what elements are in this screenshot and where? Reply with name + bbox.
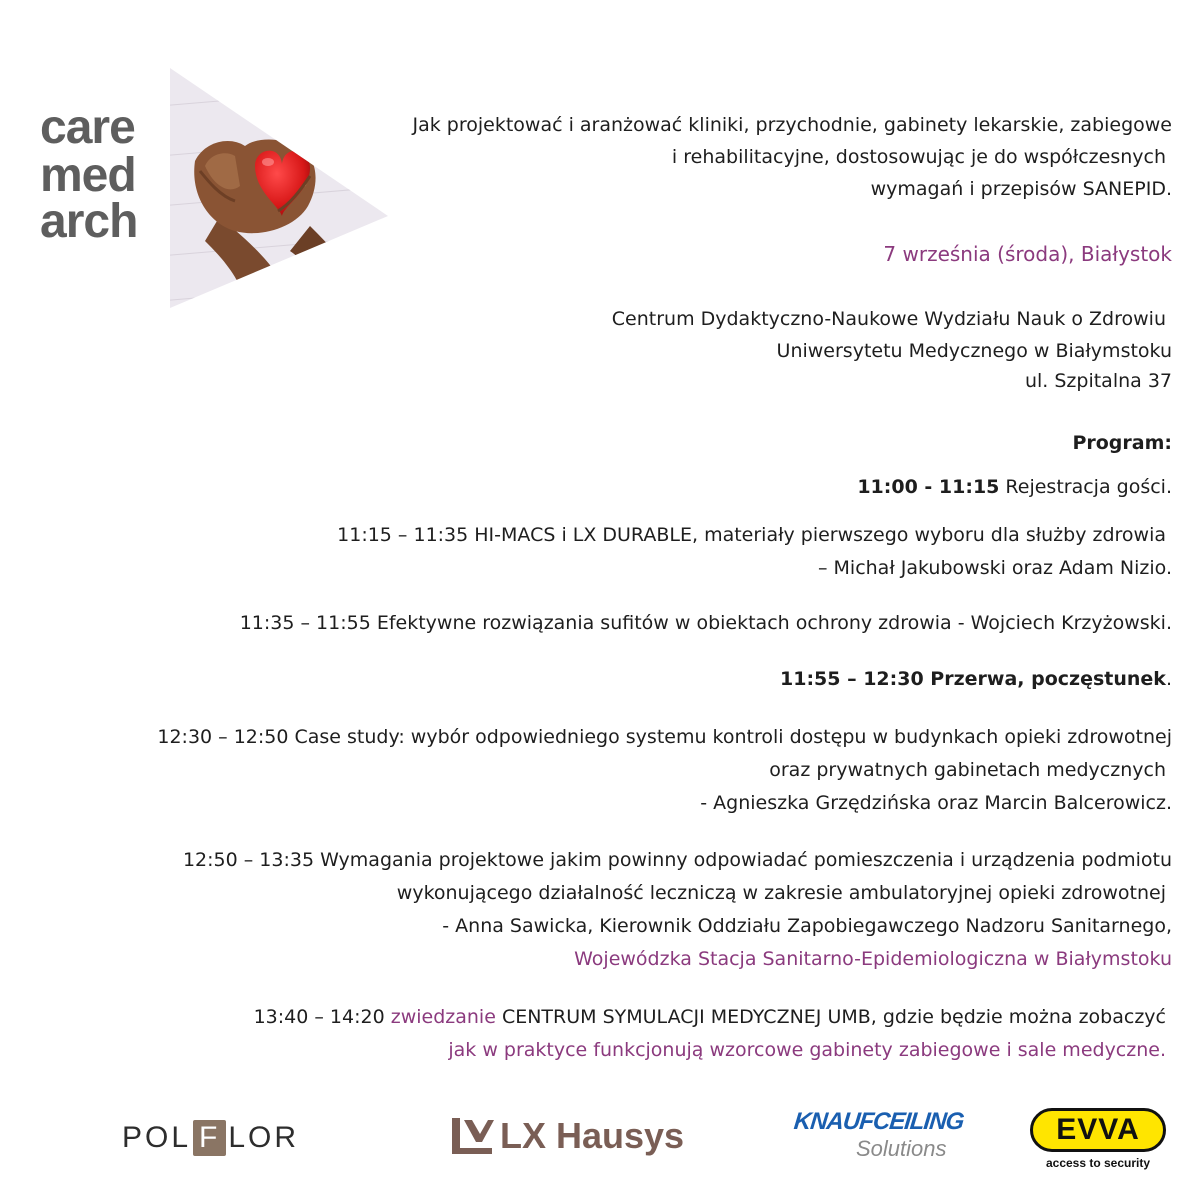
sponsor-polflor-logo xyxy=(122,1118,299,1158)
tour-rest: CENTRUM SYMULACJI MEDYCZNEJ UMB, gdzie będzie można zobaczyć xyxy=(495,1006,1166,1028)
venue-line-2: Uniwersytetu Medycznego w Białymstoku xyxy=(776,340,1172,362)
program-item-requirements-line-2: wykonującego działalność leczniczą w zakresie ambulatoryjnej opieki zdrowotnej xyxy=(396,882,1166,904)
lx-hausys-text: LX Hausys xyxy=(500,1115,685,1156)
event-date: 7 września (środa), Białystok xyxy=(883,242,1172,266)
program-heading: Program: xyxy=(1072,432,1172,454)
brand-line-care: care xyxy=(40,101,135,154)
evva-badge xyxy=(1030,1108,1166,1152)
title-line-2: i rehabilitacyjne, dostosowując je do współczesnych xyxy=(671,146,1166,168)
polflor-post: LOR xyxy=(228,1121,300,1154)
evva-tagline: access to security xyxy=(1045,1156,1151,1170)
lx-hausys-icon xyxy=(450,1116,494,1156)
title-line-3: wymagań i przepisów SANEPID. xyxy=(870,178,1172,200)
program-item-access-line-3: - Agnieszka Grzędzińska oraz Marcin Balcerowicz. xyxy=(700,792,1172,814)
program-item-himacs-line-1: 11:15 – 11:35 HI-MACS i LX DURABLE, materiały pierwszego wyboru dla służby zdrowia xyxy=(337,524,1166,546)
program-item-requirements-line-3: - Anna Sawicka, Kierownik Oddziału Zapobiegawczego Nadzoru Sanitarnego, xyxy=(442,915,1172,937)
program-item-ceilings: 11:35 – 11:55 Efektywne rozwiązania sufitów w obiektach ochrony zdrowia - Wojciech Krzyżowski. xyxy=(239,612,1172,634)
program-item-requirements-line-1: 12:50 – 13:35 Wymagania projektowe jakim powinny odpowiadać pomieszczenia i urządzenia podmiotu xyxy=(182,849,1172,871)
program-item-himacs-line-2: – Michał Jakubowski oraz Adam Nizio. xyxy=(817,557,1172,579)
sponsor-lx-logo xyxy=(450,1114,684,1158)
brand-line-med: med xyxy=(40,149,136,202)
program-item-access-line-1: 12:30 – 12:50 Case study: wybór odpowiedniego systemu kontroli dostępu w budynkach opieki zdrowotnej xyxy=(157,726,1172,748)
sponsor-knauf-logo xyxy=(792,1108,965,1162)
evva-name: EVVA xyxy=(1056,1113,1140,1146)
brand-line-arch: arch xyxy=(40,195,138,248)
hands-heart-image xyxy=(160,66,396,312)
program-item-break xyxy=(780,666,1172,692)
program-item-registration xyxy=(857,474,1172,500)
program-item-requirements-line-4: Wojewódzka Stacja Sanitarno-Epidemiologiczna w Białymstoku xyxy=(574,948,1172,970)
knauf-solutions-text: Solutions xyxy=(856,1136,947,1161)
program-item-tour-line-1 xyxy=(254,1004,1166,1030)
tour-time: 13:40 – 14:20 xyxy=(253,1006,391,1028)
title-line-1: Jak projektować i aranżować kliniki, przychodnie, gabinety lekarskie, zabiegowe xyxy=(412,114,1172,136)
knauf-ceiling-text: KNAUFCEILING xyxy=(792,1108,965,1135)
polflor-pre: POL xyxy=(122,1121,192,1154)
program-item-tour-line-2: jak w praktyce funkcjonują wzorcowe gabinety zabiegowe i sale medyczne. xyxy=(448,1039,1166,1061)
program-text: Rejestracja gości. xyxy=(999,476,1172,498)
venue-line-1: Centrum Dydaktyczno-Naukowe Wydziału Nauk o Zdrowiu xyxy=(611,308,1166,330)
venue-line-3: ul. Szpitalna 37 xyxy=(1024,370,1172,392)
tour-highlight: zwiedzanie xyxy=(390,1006,496,1028)
polflor-mid: F xyxy=(193,1120,226,1156)
break-label: 11:55 – 12:30 Przerwa, poczęstunek xyxy=(780,668,1166,690)
break-tail: . xyxy=(1165,668,1172,690)
program-time: 11:00 - 11:15 xyxy=(857,476,1000,498)
sponsor-evva-logo xyxy=(1030,1108,1172,1170)
program-item-access-line-2: oraz prywatnych gabinetach medycznych xyxy=(769,759,1166,781)
